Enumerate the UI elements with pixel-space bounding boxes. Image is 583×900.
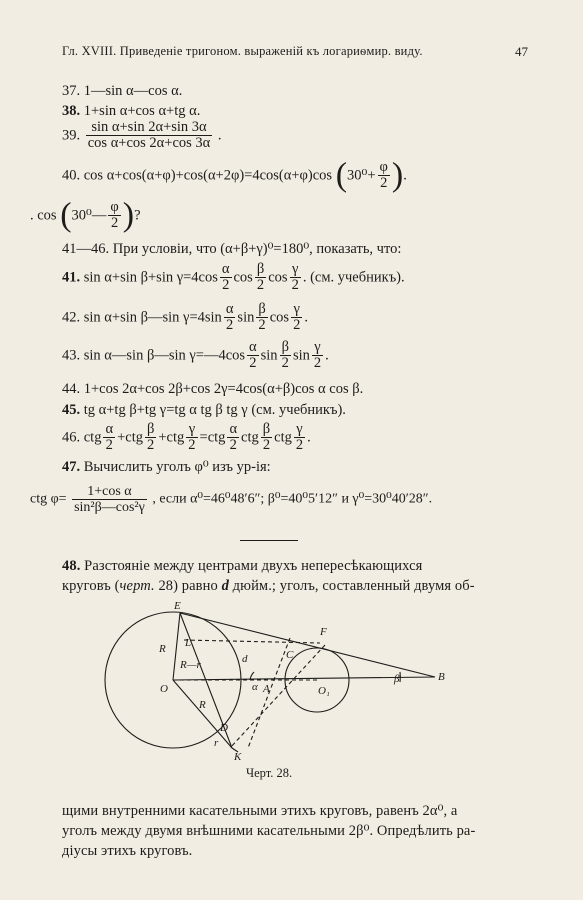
period: . bbox=[217, 127, 222, 144]
problem-text: +ctg bbox=[117, 429, 143, 446]
numerator: α bbox=[105, 421, 114, 437]
fraction bbox=[256, 302, 267, 333]
label-R-minus-r: R—r bbox=[180, 659, 201, 671]
denominator: 2 bbox=[222, 277, 230, 293]
numerator: α bbox=[229, 421, 238, 437]
problem-text: +ctg bbox=[158, 429, 185, 446]
fraction bbox=[108, 200, 120, 231]
problem-text: круговъ ( bbox=[62, 578, 120, 594]
denominator: 2 bbox=[380, 175, 388, 191]
fraction bbox=[247, 340, 259, 371]
problem-text: . (см. учебникъ). bbox=[302, 269, 405, 286]
denominator: 2 bbox=[229, 437, 237, 453]
denominator: 2 bbox=[293, 317, 301, 333]
section-divider bbox=[240, 540, 298, 541]
fraction bbox=[220, 262, 232, 293]
numerator: φ bbox=[110, 199, 119, 215]
problem-text: Вычислить уголъ φ⁰ изъ ур-ія: bbox=[83, 459, 271, 475]
denominator: 2 bbox=[262, 437, 271, 453]
problem-text: cos bbox=[269, 309, 290, 326]
label-B: B bbox=[438, 671, 445, 683]
denominator: 2 bbox=[281, 355, 289, 371]
problem-number: 40. bbox=[62, 167, 81, 184]
problem-number: 39. bbox=[62, 127, 81, 144]
problem-number: 48. bbox=[62, 558, 81, 574]
page-number: 47 bbox=[515, 44, 528, 59]
problem-text: 1+sin α+cos α+tg α. bbox=[83, 103, 201, 119]
denominator: 2 bbox=[313, 355, 322, 371]
problem-48-line-1 bbox=[62, 558, 422, 575]
problems-41-46-intro: 41—46. При условіи, что (α+β+γ)⁰=180⁰, показать, что: bbox=[62, 241, 402, 257]
label-r: r bbox=[214, 737, 219, 749]
problem-47 bbox=[62, 458, 271, 476]
fraction bbox=[227, 422, 239, 453]
problem-text: ctg bbox=[241, 429, 259, 446]
numerator: γ bbox=[291, 302, 302, 318]
denominator: 2 bbox=[110, 215, 119, 231]
numerator: sin α+sin 2α+sin 3α bbox=[86, 120, 213, 136]
denominator: 2 bbox=[105, 437, 113, 453]
numerator: α bbox=[225, 301, 234, 317]
numerator: β bbox=[262, 421, 271, 437]
label-R-lower: R bbox=[199, 699, 206, 711]
problem-text: cos α+cos(α+φ)+cos(α+2φ)=4cos(α+φ)cos bbox=[83, 167, 333, 184]
problem-number: 45. bbox=[62, 402, 81, 418]
problem-48-line-2 bbox=[62, 578, 475, 595]
fraction bbox=[291, 302, 302, 333]
problem-text: sin bbox=[237, 309, 255, 326]
problem-text: 1—sin α—cos α. bbox=[83, 83, 183, 99]
fraction bbox=[145, 422, 156, 453]
problem-text: cos bbox=[268, 269, 288, 286]
radius-OE bbox=[173, 613, 180, 680]
problem-text: cos bbox=[233, 269, 253, 286]
label-C: C bbox=[286, 649, 294, 661]
fraction bbox=[290, 262, 301, 293]
radius-OD bbox=[173, 680, 232, 748]
fraction bbox=[72, 484, 147, 515]
denominator: 2 bbox=[147, 437, 155, 453]
running-header: Гл. XVIII. Приведеніе тригоном. выраженій къ логариѳмир. виду. bbox=[62, 44, 423, 58]
denominator: cos α+cos 2α+cos 3α bbox=[87, 135, 211, 151]
fraction bbox=[294, 422, 305, 453]
fraction bbox=[280, 340, 291, 371]
formula-lhs: ctg φ= bbox=[30, 491, 67, 507]
paren-close: ) bbox=[391, 156, 404, 194]
denominator: 2 bbox=[249, 355, 257, 371]
period: . bbox=[304, 309, 308, 326]
paren-open: ( bbox=[335, 156, 348, 194]
fraction bbox=[261, 422, 272, 453]
label-beta: β bbox=[394, 673, 400, 685]
problem-48-line-3: щими внутренними касательными этихъ круговъ, равенъ 2α⁰, а bbox=[62, 803, 458, 819]
numerator: β bbox=[256, 261, 265, 277]
numerator: φ bbox=[379, 159, 388, 175]
segment-LF bbox=[184, 640, 320, 643]
fraction bbox=[186, 422, 197, 453]
numerator: β bbox=[146, 421, 155, 437]
problem-44 bbox=[62, 380, 363, 398]
problem-text: ctg bbox=[274, 429, 292, 446]
label-O1: O₁ bbox=[318, 685, 330, 697]
problem-46 bbox=[62, 422, 311, 453]
label-A: A bbox=[263, 683, 270, 695]
numerator: γ bbox=[294, 422, 305, 438]
problem-number: 47. bbox=[62, 459, 81, 475]
numerator: γ bbox=[312, 340, 323, 356]
problem-text: ctg bbox=[83, 429, 102, 446]
numerator: γ bbox=[290, 262, 301, 278]
formula-conditions: , если α⁰=46⁰48′6″; β⁰=40⁰5′12″ и γ⁰=30⁰40′28″. bbox=[152, 491, 433, 507]
problem-text: sin α+sin β—sin γ=4sin bbox=[83, 309, 222, 326]
denominator: 2 bbox=[291, 277, 299, 293]
denominator: 2 bbox=[256, 277, 265, 293]
problem-text: 1+cos 2α+cos 2β+cos 2γ=4cos(α+β)cos α cos β. bbox=[83, 381, 364, 397]
problem-number: 42. bbox=[62, 309, 81, 326]
figure-ref: черт. bbox=[119, 578, 155, 594]
numerator: β bbox=[258, 301, 266, 317]
figure-caption: Черт. 28. bbox=[246, 766, 293, 780]
problem-41 bbox=[62, 262, 405, 293]
period: . bbox=[403, 167, 407, 184]
question-mark: ? bbox=[134, 207, 141, 224]
denominator: 2 bbox=[225, 317, 234, 333]
problem-40-cont bbox=[30, 196, 141, 234]
label-F: F bbox=[320, 626, 327, 638]
problem-text: sin bbox=[292, 347, 310, 364]
fraction bbox=[378, 160, 390, 191]
label-D: D bbox=[220, 722, 228, 734]
fraction bbox=[312, 340, 323, 371]
problem-40 bbox=[62, 156, 407, 194]
problem-number: 41. bbox=[62, 269, 81, 286]
period: . bbox=[325, 347, 329, 364]
fraction bbox=[86, 120, 213, 151]
fraction bbox=[224, 302, 236, 333]
denominator: 2 bbox=[295, 437, 304, 453]
period: . bbox=[307, 429, 311, 446]
numerator: α bbox=[249, 339, 257, 355]
problem-number: 37. bbox=[62, 83, 81, 99]
problem-text: sin α—sin β—sin γ=—4cos bbox=[83, 347, 246, 364]
problem-text: =ctg bbox=[199, 429, 226, 446]
problem-47-formula bbox=[30, 484, 432, 515]
problem-48-line-5: діусы этихъ круговъ. bbox=[62, 843, 193, 859]
label-E: E bbox=[174, 600, 181, 612]
geometry-figure bbox=[100, 600, 470, 770]
problem-text: sin α+sin β+sin γ=4cos bbox=[83, 269, 218, 286]
problem-42 bbox=[62, 302, 308, 333]
label-O: O bbox=[160, 683, 168, 695]
problem-48-line-4: уголъ между двумя внѣшними касательными 2β⁰. Опредѣлить ра- bbox=[62, 823, 476, 839]
problem-38 bbox=[62, 102, 200, 120]
problem-37 bbox=[62, 82, 182, 100]
problem-text: sin bbox=[260, 347, 278, 364]
fraction bbox=[103, 422, 115, 453]
problem-text: дюйм.; уголъ, составленный двумя об- bbox=[228, 578, 475, 594]
fraction bbox=[255, 262, 266, 293]
problem-number: 43. bbox=[62, 347, 81, 364]
problem-text: tg α+tg β+tg γ=tg α tg β tg γ (см. учебникъ). bbox=[83, 402, 346, 418]
problem-45 bbox=[62, 401, 346, 419]
numerator: α bbox=[221, 261, 230, 277]
problem-text: Разстояніе между центрами двухъ непересѣкающихся bbox=[84, 558, 423, 574]
paren-open: ( bbox=[60, 196, 72, 234]
problem-text: . cos bbox=[30, 207, 57, 224]
numerator: β bbox=[281, 339, 289, 355]
paren-close: ) bbox=[122, 196, 135, 234]
angle-term: 30⁰+ bbox=[347, 167, 376, 184]
denominator: 2 bbox=[188, 437, 196, 453]
numerator: 1+cos α bbox=[72, 484, 147, 500]
numerator: γ bbox=[186, 422, 197, 438]
problem-number: 46. bbox=[62, 429, 81, 446]
problem-number: 44. bbox=[62, 381, 81, 397]
problem-39 bbox=[62, 120, 222, 151]
label-d: d bbox=[242, 653, 248, 665]
denominator: sin²β—cos²γ bbox=[74, 500, 145, 515]
problem-number: 38. bbox=[62, 103, 81, 119]
label-alpha: α bbox=[252, 681, 258, 693]
problem-43 bbox=[62, 340, 329, 371]
external-tangent bbox=[180, 613, 435, 677]
label-R-left: R bbox=[159, 643, 166, 655]
variable-d: d bbox=[221, 578, 229, 594]
problem-text: 28) равно bbox=[154, 578, 222, 594]
label-K: K bbox=[234, 751, 242, 763]
denominator: 2 bbox=[258, 317, 266, 333]
angle-term: 30⁰— bbox=[71, 207, 107, 224]
label-L: L bbox=[185, 637, 192, 649]
